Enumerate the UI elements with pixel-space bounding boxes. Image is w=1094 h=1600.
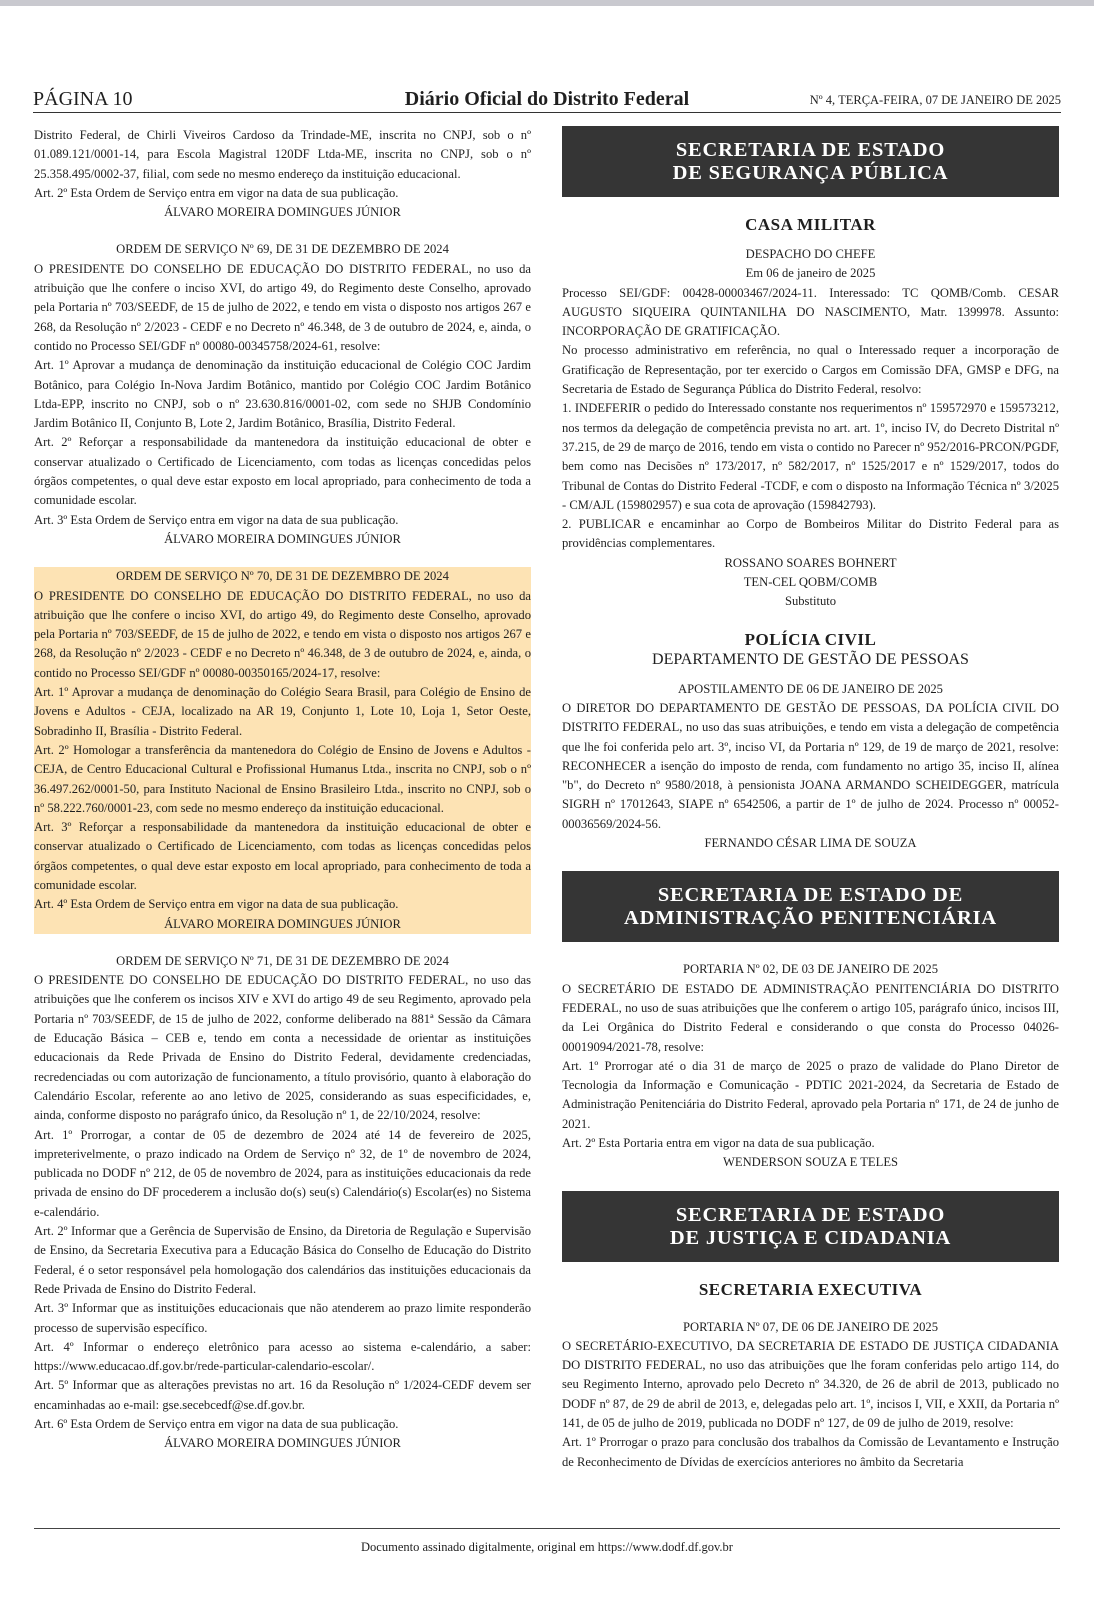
os69-art1: Art. 1º Aprovar a mudança de denominação da instituição educacional de Colégio COC Jardim Botânico, para Colégio In-Nova Jardim Botânico, mantido por Colégio COC Jardim Botânico Ltda-EPP, inscrito no CNPJ, sob o nº 23.630.816/0001-02, com sede no SHJB Condomínio Jardim Botânico II, Conjunto B, Lote 2, Jardim Botânico, Brasília, Distrito Federal. bbox=[34, 358, 531, 431]
signer-name: WENDERSON SOUZA E TELES bbox=[722, 1155, 899, 1170]
despacho-para: 2. PUBLICAR e encaminhar ao Corpo de Bombeiros Militar do Distrito Federal para as providências complementares. bbox=[562, 517, 1059, 551]
intro-paragraph: Distrito Federal, de Chirli Viveiros Cardoso da Trindade-ME, inscrita no CNPJ, sob o nº 01.089.121/0001-14, para Escola Magistral 120DF Ltda-ME, inscrita no CNPJ, sob o nº 25.358.495/0002-37, filial, com sede no mesmo endereço da instituição educacional. bbox=[34, 128, 531, 181]
signer-name: FERNANDO CÉSAR LIMA DE SOUZA bbox=[704, 836, 917, 851]
os69-art2: Art. 2º Reforçar a responsabilidade da mantenedora da instituição educacional de obter e conservar atualizado o Certificado de Licenciamento, com todas as licenças concedidas pelos órgãos competentes, o qual deve estar exposto em local apropriado, para conhecimento de toda a comunidade escolar. bbox=[34, 435, 531, 508]
portaria02-title: PORTARIA Nº 02, DE 03 DE JANEIRO DE 2025 bbox=[682, 962, 939, 977]
banner-line: DE JUSTIÇA E CIDADANIA bbox=[669, 1226, 952, 1249]
issue-date: Nº 4, TERÇA-FEIRA, 07 DE JANEIRO DE 2025 bbox=[809, 93, 1061, 107]
signer-name: ÁLVARO MOREIRA DOMINGUES JÚNIOR bbox=[164, 531, 401, 546]
page-header bbox=[33, 88, 1061, 113]
os70-art4: Art. 4º Esta Ordem de Serviço entra em vigor na data de sua publicação. bbox=[34, 897, 399, 912]
os71-art3: Art. 3º Informar que as instituições educacionais que não atenderem ao prazo limite responderão processo de supervisão específico. bbox=[34, 1301, 531, 1335]
signer-rank: TEN-CEL QOBM/COMB bbox=[743, 575, 878, 590]
section-banner-penitenciaria bbox=[562, 871, 1059, 942]
os70-preamble: O PRESIDENTE DO CONSELHO DE EDUCAÇÃO DO DISTRITO FEDERAL, no uso da atribuição que lhe confere o inciso XVI, do artigo 49, do Regimento deste Conselho, aprovado pela Portaria nº 703/SEEDF, de 15 de julho de 2022, e tendo em vista o disposto nos artigos 267 e 268, da Resolução nº 2/2023 - CEDF e no Decreto nº 46.348, de 3 de outubro de 2024, e, ainda, o contido no Processo SEI/GDF nº 00080-00350165/2024-17, resolve: bbox=[34, 588, 531, 680]
apostilamento-para: O DIRETOR DO DEPARTAMENTO DE GESTÃO DE PESSOAS, DA POLÍCIA CIVIL DO DISTRITO FEDERAL, no uso das suas atribuições, e tendo em vista a delegação de competência que lhe foi conferida pelo art. 3º, inciso VI, da Portaria nº 129, de 19 de março de 2021, resolve: RECONHECER a isenção do imposto de renda, com fundamento no artigo 35, inciso II, alínea "b", do Decreto nº 9580/2018, à pensionista JOANA ARMANDO SCHEIDEGGER, matrícula SIGRH nº 17012643, SIAPE nº 6542506, a partir de 1º de julho de 2024. Processo nº 00052-00036569/2024-56. bbox=[562, 700, 1059, 831]
os70-art3: Art. 3º Reforçar a responsabilidade da mantenedora da instituição educacional de obter e conservar atualizado o Certificado de Licenciamento, com todas as licenças concedidas pelos órgãos competentes, o qual deve estar exposto em local apropriado, para conhecimento de toda a comunidade escolar. bbox=[34, 820, 531, 892]
banner-line: ADMINISTRAÇÃO PENITENCIÁRIA bbox=[624, 907, 997, 930]
os71-art5: Art. 5º Informar que as alterações previstas no art. 16 da Resolução nº 1/2024-CEDF devem ser encaminhadas ao e-mail: gse.secebcedf@se.df.gov.br. bbox=[34, 1378, 531, 1412]
footer-note: Documento assinado digitalmente, original em https://www.dodf.df.gov.br bbox=[361, 1540, 733, 1554]
apostilamento-title: APOSTILAMENTO DE 06 DE JANEIRO DE 2025 bbox=[678, 681, 943, 696]
signer-name: ÁLVARO MOREIRA DOMINGUES JÚNIOR bbox=[164, 205, 401, 220]
portaria07-title: PORTARIA Nº 07, DE 06 DE JANEIRO DE 2025 bbox=[682, 1319, 939, 1334]
intro-art2: Art. 2º Esta Ordem de Serviço entra em vigor na data de sua publicação. bbox=[34, 185, 399, 200]
os69-preamble: O PRESIDENTE DO CONSELHO DE EDUCAÇÃO DO DISTRITO FEDERAL, no uso da atribuição que lhe confere o inciso XVI, do artigo 49, do Regimento deste Conselho, aprovado pela Portaria nº 703/SEEDF, de 15 de julho de 2022, e tendo em vista o disposto nos artigos 267 e 268, da Resolução nº 2/2023 - CEDF e no Decreto nº 46.348, de 3 de outubro de 2024, e, ainda, o contido no Processo SEI/GDF nº 00080-00345758/2024-61, resolve: bbox=[34, 261, 531, 353]
section-heading-casa-militar: CASA MILITAR bbox=[745, 215, 876, 234]
despacho-para: No processo administrativo em referência, no qual o Interessado requer a incorporação de Gratificação de Representação, por ter exercido o Cargos em Comissão DFA, GMSP e DFG, na Secretaria de Estado de Segurança Pública do Distrito Federal, resolvo: bbox=[562, 343, 1059, 397]
left-column bbox=[34, 126, 531, 1454]
section-heading-policia-civil: POLÍCIA CIVIL bbox=[744, 629, 877, 649]
despacho-para: Processo SEI/GDF: 00428-00003467/2024-11. Interessado: TC QOMB/Comb. CESAR AUGUSTO SIQUEIRA QUINTANILHA DO NASCIMENTO, Matr. 1399978. Assunto: INCORPORAÇÃO DE GRATIFICAÇÃO. bbox=[562, 285, 1059, 339]
footer-rule bbox=[34, 1528, 1060, 1529]
os71-art4: Art. 4º Informar o endereço eletrônico para acesso ao sistema e-calendário, a saber: https://www.educacao.df.gov.br/rede-particular-calendario-escolar/. bbox=[34, 1339, 531, 1374]
os70-art2: Art. 2º Homologar a transferência da mantenedora do Colégio de Ensino de Jovens e Adultos - CEJA, de Centro Educacional Cultural e Profissional Humanus Ltda., inscrita no CNPJ, sob o nº 36.497.262/0001-50, para Instituto Nacional de Ensino Brasileiro Ltda., inscrito no CNPJ, sob o nº 58.222.760/0001-23, com sede no mesmo endereço da instituição educacional. bbox=[34, 742, 531, 815]
department-heading: DEPARTAMENTO DE GESTÃO DE PESSOAS bbox=[652, 650, 969, 668]
page-number: PÁGINA 10 bbox=[33, 88, 133, 110]
os71-art6: Art. 6º Esta Ordem de Serviço entra em vigor na data de sua publicação. bbox=[34, 1417, 399, 1431]
section-banner-justica bbox=[562, 1191, 1059, 1262]
os71-title: ORDEM DE SERVIÇO Nº 71, DE 31 DE DEZEMBRO DE 2024 bbox=[116, 953, 449, 968]
signer-name: ÁLVARO MOREIRA DOMINGUES JÚNIOR bbox=[164, 1436, 401, 1451]
section-banner-seguranca bbox=[562, 126, 1059, 197]
portaria02-para: Art. 2º Esta Portaria entra em vigor na data de sua publicação. bbox=[562, 1135, 875, 1150]
os71-art1: Art. 1º Prorrogar, a contar de 05 de dezembro de 2024 até 14 de fevereiro de 2025, impreterivelmente, o prazo indicado na Ordem de Serviço nº 32, de 1º de novembro de 2024, publicada no DODF nº 212, de 05 de novembro de 2024, para as instituições educacionais da rede privada de ensino do DF procederem a inclusão do(s) seu(s) Calendário(s) Escolar(es) no Sistema e-calendário. bbox=[34, 1127, 531, 1219]
portaria02-para: O SECRETÁRIO DE ESTADO DE ADMINISTRAÇÃO PENITENCIÁRIA DO DISTRITO FEDERAL, no uso de suas atribuições que lhe conferem o artigo 105, parágrafo único, incisos III, da Lei Orgânica do Distrito Federal e considerando o que consta do Processo 04026-00019094/2021-78, resolve: bbox=[562, 981, 1059, 1054]
signer-name: ROSSANO SOARES BOHNERT bbox=[724, 555, 897, 570]
banner-line: SECRETARIA DE ESTADO bbox=[675, 139, 946, 161]
despacho-title: DESPACHO DO CHEFE bbox=[745, 247, 876, 261]
despacho-para: 1. INDEFERIR o pedido do Interessado constante nos requerimentos nº 159572970 e 159573212, nos termos da delegação de competência prevista no art. art. 1º, inciso IV, do Decreto Distrital nº 37.215, de 29 de março de 2016, tendo em vista o contido no Parecer nº 952/2016-PRCON/PGDF, bem como nas Decisões nº 173/2017, nº 582/2017, nº 1525/2017 e nº 1529/2017, todos do Tribunal de Contas do Distrito Federal -TCDF, e com o disposto na Informação Técnica nº 3/2025 - CM/AJL (159802957) e sua cota de aprovação (159842793). bbox=[562, 401, 1059, 512]
despacho-date: Em 06 de janeiro de 2025 bbox=[745, 266, 876, 281]
banner-line: SECRETARIA DE ESTADO bbox=[675, 1203, 946, 1226]
os69-title: ORDEM DE SERVIÇO Nº 69, DE 31 DE DEZEMBRO DE 2024 bbox=[116, 242, 449, 257]
signer-name: ÁLVARO MOREIRA DOMINGUES JÚNIOR bbox=[164, 916, 401, 931]
section-heading-secretaria-executiva: SECRETARIA EXECUTIVA bbox=[698, 1279, 923, 1299]
portaria07-para: Art. 1º Prorrogar o prazo para conclusão dos trabalhos da Comissão de Levantamento e Instrução de Reconhecimento de Dívidas de exercícios anteriores no âmbito da Secretaria bbox=[562, 1435, 1059, 1469]
banner-line: DE SEGURANÇA PÚBLICA bbox=[672, 162, 949, 184]
highlighted-section bbox=[34, 567, 531, 934]
os70-title: ORDEM DE SERVIÇO Nº 70, DE 31 DE DEZEMBRO DE 2024 bbox=[116, 569, 449, 584]
portaria02-para: Art. 1º Prorrogar até o dia 31 de março de 2025 o prazo de validade do Plano Diretor de Tecnologia da Informação e Comunicação - PDTIC 2021-2024, da Secretaria de Estado de Administração Penitenciária do Distrito Federal, aprovado pela Portaria nº 171, de 24 de junho de 2021. bbox=[562, 1058, 1059, 1131]
journal-title: Diário Oficial do Distrito Federal bbox=[404, 88, 690, 110]
right-column bbox=[562, 126, 1059, 1472]
top-border bbox=[0, 0, 1094, 6]
os71-art2: Art. 2º Informar que a Gerência de Supervisão de Ensino, da Diretoria de Regulação e Supervisão de Ensino, da Secretaria Executiva para a Educação Básica do Conselho de Educação do Distrito Federal, é o setor responsável pela homologação dos calendários das instituições educacionais da Rede Privada de Ensino do Distrito Federal. bbox=[34, 1224, 531, 1296]
portaria07-para: O SECRETÁRIO-EXECUTIVO, DA SECRETARIA DE ESTADO DE JUSTIÇA CIDADANIA DO DISTRITO FEDERAL, no uso das atribuições que lhe foram conferidas pelo artigo 114, do seu Regimento Interno, aprovado pelo Decreto nº 34.320, de 26 de abril de 2013, publicado no DODF nº 87, de 29 de abril de 2013, e, delegadas pelo art. 1º, incisos I, VII, e XXII, da Portaria nº 141, de 05 de julho de 2019, publicada no DODF nº 127, de 09 de julho de 2019, resolve: bbox=[562, 1338, 1059, 1431]
banner-line: SECRETARIA DE ESTADO DE bbox=[657, 884, 964, 907]
os69-art3: Art. 3º Esta Ordem de Serviço entra em vigor na data de sua publicação. bbox=[34, 512, 399, 527]
signer-role: Substituto bbox=[784, 594, 837, 609]
os70-art1: Art. 1º Aprovar a mudança de denominação do Colégio Seara Brasil, para Colégio de Ensino de Jovens e Adultos - CEJA, localizado na AR 19, Conjunto 1, Lote 10, Loja 1, Setor Oeste, Sobradinho II, Brasília - Distrito Federal. bbox=[34, 685, 531, 738]
os71-preamble: O PRESIDENTE DO CONSELHO DE EDUCAÇÃO DO DISTRITO FEDERAL, no uso das atribuições que lhe conferem os incisos XIV e XVI do artigo 49 de seu Regimento, aprovado pela Portaria nº 703/SEEDF, de 15 de julho de 2022, conforme deliberado na 881ª Sessão da Câmara de Educação Básica – CEB e, tendo em conta a necessidade de orientar as instituições educacionais da Rede Privada de Ensino do Distrito Federal, devidamente credenciadas, recredenciadas ou com autorização de funcionamento, a título provisório, quanto à elaboração do Calendário Escolar, referente ao ano letivo de 2025, considerando as suas especificidades, e, ainda, conforme disposto no parágrafo único, da Resolução nº 1, de 22/10/2024, resolve: bbox=[34, 973, 531, 1123]
